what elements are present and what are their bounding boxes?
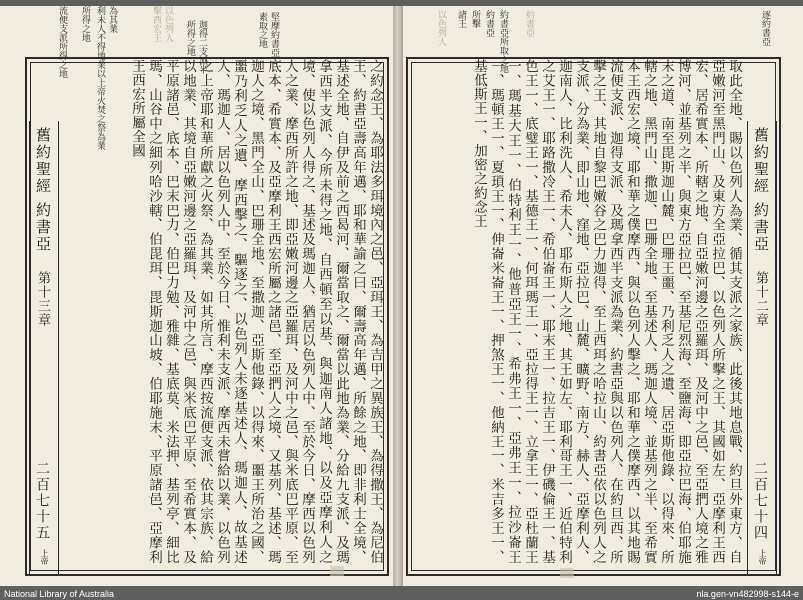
- right-top-note-1: 約書亞所取之地: [498, 10, 508, 73]
- viewer-footer: [0, 588, 803, 600]
- footer-item-id: nla.gen-vn482998-s144-e: [696, 589, 799, 599]
- left-top-note-5: 迦得二支派半: [197, 20, 207, 74]
- right-top-note-faint-2: 約書亞: [524, 10, 534, 37]
- library-stamp-left: [330, 566, 344, 576]
- right-margin-column: [747, 121, 777, 574]
- right-footer-tag: 上帝: [758, 549, 767, 565]
- left-body-text: [63, 59, 383, 564]
- right-top-note-4: 諸王: [456, 10, 466, 28]
- right-chapter-label: 第十二章: [753, 271, 768, 327]
- left-footer-tag: 上帝: [40, 549, 49, 565]
- library-stamp-right: [560, 568, 574, 578]
- left-top-note-6: 所得之地: [185, 20, 195, 56]
- left-top-note-3: 所得之地: [80, 6, 90, 42]
- left-page-number: 二百七十五: [34, 461, 50, 541]
- book-gutter: [393, 6, 403, 586]
- right-page-number: 二百七十四: [752, 461, 768, 541]
- left-chapter-label: 第十三章: [35, 271, 50, 327]
- left-body-content: 之約念王、為耶法多珥境內之邑、亞珥王、為吉甲之異族王、為得撒王、為尼伯王、約書亞壽高年邁、耶和華諭之曰、爾壽高年邁、所餘之地、即非利士全境、基述全地、自伊及前之西曷河、爾當取之、爾當以此地為業、分給九支派、及瑪拿西半支派、今所未得之地、自西頓至以基、與迦南人諸地、以及亞摩利人之境、使以色列人得之、基述及瑪迦人、猶居以色列人中、至於今日、摩西以色列人之業、摩西所許之地、即亞嫩河邊之亞羅珥、及河中之邑、與米底巴平原、至底本、希實本、及亞摩利王西宏所屬之諸邑、至亞捫人之境、又基列、基述、瑪迦人之境、黑門全山、巴珊全地、至撒迦、亞斯他錄、以得來、噩王所治之國、噩乃利乏人之遺、摩西擊之、驅逐之、以色列人未逐基述人、瑪迦人、故基述人、瑪迦人、居以色列人中、至於今日、惟利未支派、摩西未嘗給以業、以色列之上帝耶和華所獻之火祭、為其業、如其所言、摩西按流便支派、依其宗族、給以地業、其境自亞嫩河邊之亞羅珥、及河中之邑、與米底巴平原、至希實本、及平原諸邑、底本、巴末巴力、伯巴力勉、雅雜、基底莫、米法押、基列亭、細比瑪、山谷中之細列哈沙轄、伯毘珥、毘斯迦山坡、伯耶施末、平原諸邑、亞摩利王西宏所屬全國: [129, 59, 383, 564]
- right-page-frame: [406, 57, 781, 576]
- left-top-note-4: 流便支派所得之地: [57, 6, 67, 78]
- right-running-head: 逐約書亞: [760, 10, 770, 46]
- right-body-text: [412, 59, 742, 564]
- left-book-title: 舊約聖經 約書亞: [34, 127, 52, 253]
- right-top-note-2: 約書亞: [484, 10, 494, 37]
- right-book-title: 舊約聖經 約書亞: [752, 127, 770, 253]
- left-top-note-faint-1: 以色列人: [163, 6, 173, 42]
- right-top-note-3: 所擊: [470, 10, 480, 28]
- left-top-note-1: 利未人不得地業以上帝火焚之祭為業: [95, 6, 105, 150]
- right-top-note-faint-1: 以色列人: [436, 10, 446, 46]
- left-page-frame: [25, 57, 389, 576]
- left-margin-column: [29, 121, 59, 574]
- right-body-content: 取此全地、賜以色列人為業、循其支派之家族、此後其地息戰、約旦外東方、自亞嫩河至黑門山、及東方全亞拉巴、以色列人所擊之王、其國如左、亞摩利王西宏、居希實本、所轄之地、自亞嫩河邊之亞羅珥、及河中之邑、至亞捫人境之雅博河、並基列之半、與東方亞拉巴、至基尼烈海、至鹽海、即亞拉巴海、伯耶施末之道、南至毘斯迦山麓、巴珊王噩、乃利乏人之遺、居亞斯他錄、以得來、所轄之地、黑門山、撒迦、巴珊全地、至基述人、瑪迦人境、並基列之半、至希實本王西宏之境、耶和華之僕摩西、與以色列人擊之、耶和華之僕摩西、以其地賜流便支派、迦得支派、及瑪拿西半支派為業、約書亞與以色列人、在約旦西、所擊之王、其地自黎巴嫩谷之巴力迦得、至上西珥之哈拉山、約書亞依以色列人之支派、分為業、即山地、窪地、亞拉巴、山麓、曠野、南方、赫人、亞摩利人、迦南人、比利洗人、希未人、耶布斯人之地、其王如左、耶利哥王一、近伯特利之艾王一、耶路撒冷王一、希伯崙王一、耶末王一、拉吉王一、伊磯倫王一、基色王一、底璧王一、基德王一、何珥瑪王一、亞拉得王一、立拿王一、亞杜蘭王一、瑪基大王一、伯特利王一、他普亞王一、希弗王一、亞弗王一、拉沙崙王一、瑪頓王一、夏瑣王一、伸崙米崙王一、押煞王一、他納王一、米吉多王一、基低斯王一、加密之約念王: [471, 59, 742, 564]
- left-running-head: 堅摩約書亞: [269, 12, 279, 57]
- left-top-note-faint-2: 擊西宏王: [151, 6, 161, 42]
- footer-institution: National Library of Australia: [4, 589, 115, 599]
- left-running-head-2: 素取之地: [257, 12, 267, 48]
- left-top-note-2: 為其業: [107, 6, 117, 33]
